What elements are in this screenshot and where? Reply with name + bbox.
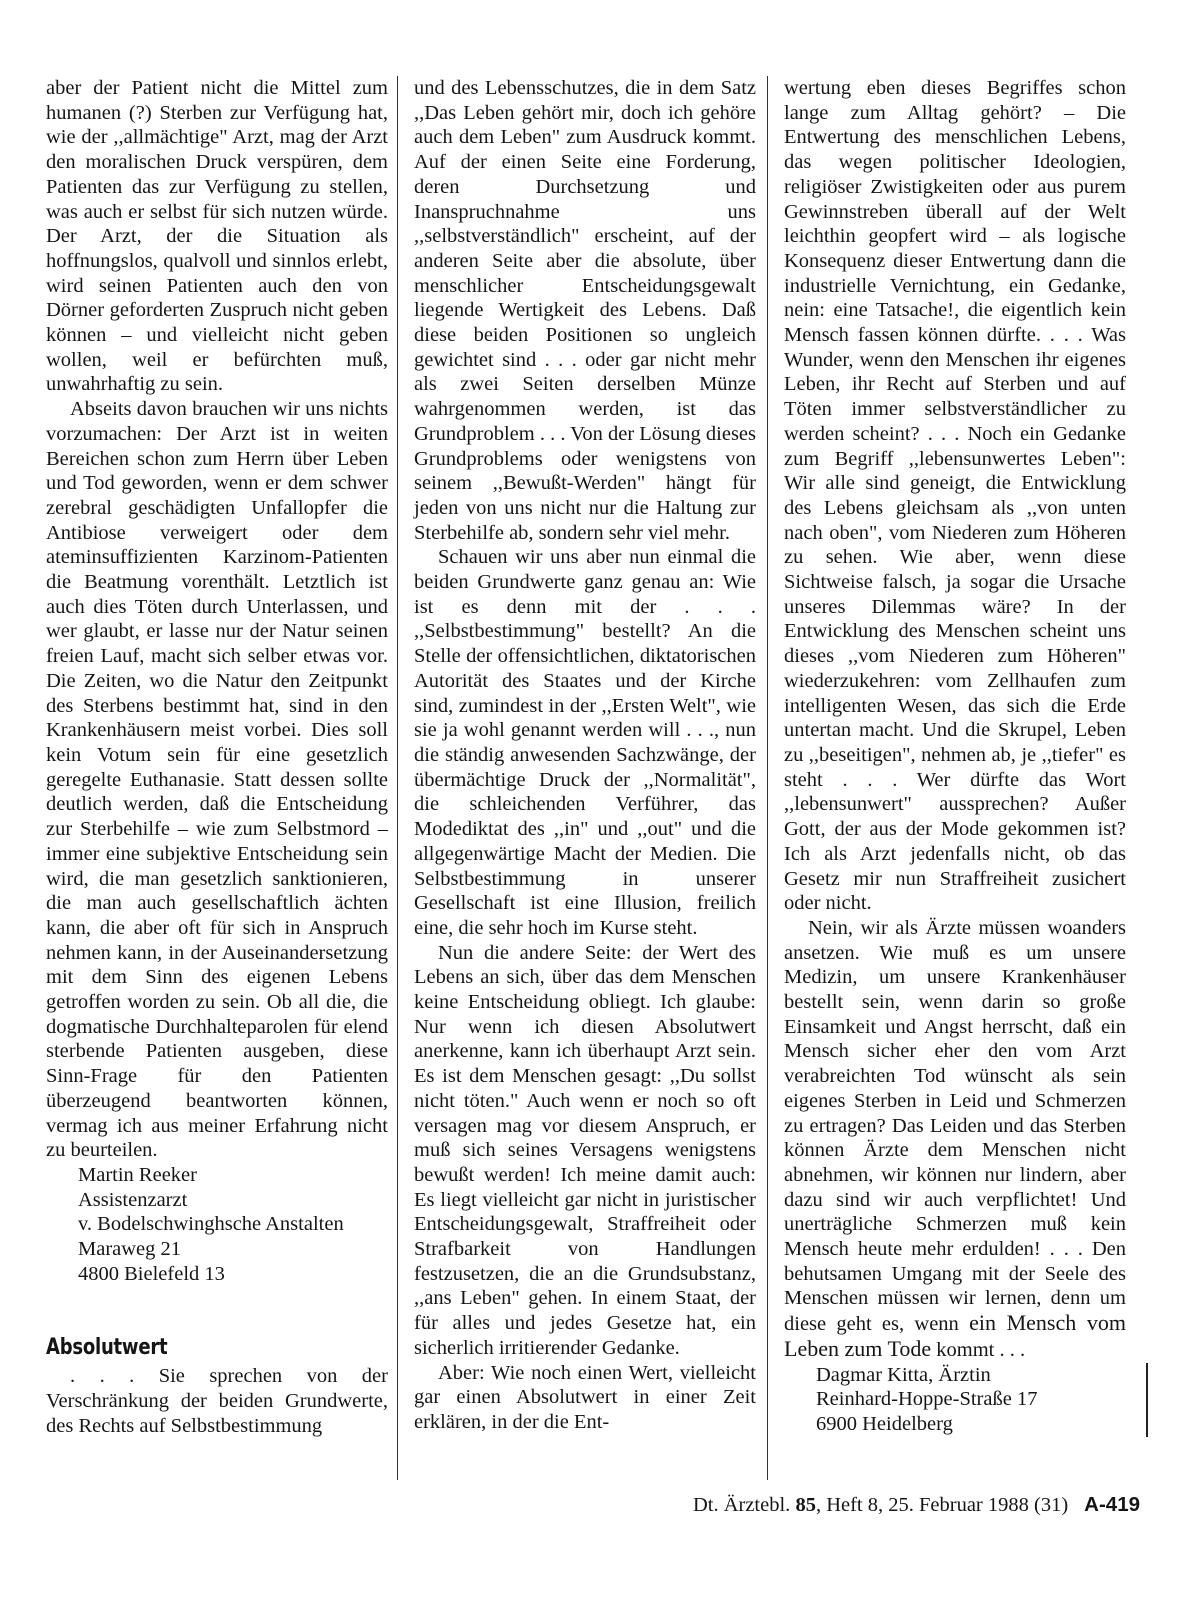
page-number: A-419: [1084, 1493, 1140, 1516]
text-column-1: [46, 76, 388, 1439]
margin-mark: [1146, 1363, 1148, 1437]
journal-volume: 85: [795, 1494, 816, 1516]
signature-name: Martin Reeker: [78, 1163, 197, 1186]
column-divider: [767, 76, 768, 1480]
paragraph: [784, 916, 1126, 1363]
page-footer: [600, 1492, 1140, 1518]
paragraph-text: Nein, wir als Ärzte müssen woanders ansetzen. Wie muß es um unsere Medizin, um unsere Krankenhäuser bestellt sein, wenn darin so große Einsamkeit und Angst herrscht, daß ein Mensch sicher eher den vom Arzt verabreichten Tod wünscht als sein eigenes Sterben in Leid und Schmerzen zu ertragen? Das Leiden und das Sterben können Ärzte dem Menschen nicht abnehmen, wir können nur lindern, aber dazu sind wir auch verpflichtet! Und unerträgliche Schmerzen muß kein Mensch heute mehr erdulden! . . . Den behutsamen Umgang mit der Seele des Menschen müssen wir lernen, denn um diese geht es, wenn: [784, 916, 1126, 1336]
paragraph-text: kommt . . .: [936, 1338, 1026, 1361]
paragraph: Schauen wir uns aber nun einmal die beiden Grundwerte ganz genau an: Wie ist es denn mit der . . . ,,Selbstbestimmung" bestellt? An die Stelle der offensichtlichen, diktatorischen Autorität des Staates und der Kirche sind, zumindest in der ,,Ersten Welt", wie sie ja wohl genannt werden will . . ., nun die ständig anwesenden Sachzwänge, der übermächtige Druck der ,,Normalität", die schleichenden Verführer, das Modediktat des ,,in" und ,,out" und die allgegenwärtige Macht der Medien. Die Selbstbestimmung in unserer Gesellschaft ist eine Illusion, freilich eine, die sehr hoch im Kurse steht.: [414, 546, 756, 939]
paragraph: und des Lebensschutzes, die in dem Satz ,,Das Leben gehört mir, doch ich gehöre auch dem Leben" zum Ausdruck kommt. Auf der einen Seite eine Forderung, deren Durchsetzung und Inanspruchnahme uns ,,selbstverständlich" erscheint, auf der anderen Seite aber die absolute, über menschlicher Entscheidungsgewalt liegende Wertigkeit des Lebens. Daß diese beiden Positionen so ungleich gewichtet sind . . . oder gar nicht mehr als zwei Seiten derselben Münze wahrgenommen werden, ist das Grundproblem . . . Von der Lösung dieses Grundproblems oder wenigstens von seinem ,,Bewußt-Werden" hängt für jeden von uns nicht nur die Haltung zur Sterbehilfe ab, sondern sehr viel mehr.: [414, 77, 757, 544]
column-divider: [397, 76, 398, 1480]
section-heading: Absolutwert: [46, 1335, 168, 1361]
letter-signature-reeker: [78, 1163, 388, 1287]
paragraph: . . . Sie sprechen von der Verschränkung der beiden Grundwerte, des Rechts auf Selbstbestimmung: [46, 1365, 388, 1437]
paragraph-text-emphasis: ein Mensch vom Leben zum Tode: [784, 1310, 1126, 1361]
paragraph: aber der Patient nicht die Mittel zum humanen (?) Sterben zur Verfügung hat, wie der ,,allmächtige" Arzt, mag der Arzt den moralischen Druck verspüren, dem Patienten das zur Verfügung zu stellen, was auch er selbst für sich nutzen würde. Der Arzt, der die Situation als hoffnungslos, qualvoll und sinnlos erlebt, wird seinen Patienten auch den von Dörner geforderten Zuspruch nicht geben können – und vielleicht nicht geben wollen, weil er befürchten muß, unwahrhaftig zu sein.: [46, 77, 388, 396]
signature-title: Assistenzarzt: [78, 1188, 188, 1211]
signature-city: 6900 Heidelberg: [816, 1412, 953, 1435]
journal-issue: , Heft 8, 25. Februar 1988 (31): [815, 1494, 1069, 1516]
signature-city: 4800 Bielefeld 13: [78, 1262, 225, 1285]
signature-street: Maraweg 21: [78, 1238, 182, 1261]
paragraph: Abseits davon brauchen wir uns nichts vorzumachen: Der Arzt ist in weiten Bereichen schon zum Herrn über Leben und Tod geworden, wenn er dem schwer zerebral geschädigten Unfallopfer die Antibiose verweigert oder dem ateminsuffizienten Karzinom-Patienten die Beatmung vorenthält. Letztlich ist auch dies Töten durch Unterlassen, und wer glaubt, er lasse nur der Natur seinen freien Lauf, macht sich selber etwas vor. Die Zeiten, wo die Natur den Zeitpunkt des Sterbens bestimmt hat, sind in den Krankenhäusern meist vorbei. Dies soll kein Votum sein für eine gesetzlich geregelte Euthanasie. Statt dessen sollte deutlich werden, daß die Entscheidung zur Sterbehilfe – wie zum Selbstmord – immer eine subjektive Entscheidung sein wird, die man gesetzlich sanktionieren, die man auch gesellschaftlich ächten kann, die aber oft für sich in Anspruch nehmen kann, in der Auseinandersetzung mit dem Sinn des eigenen Lebens getroffen worden zu sein. Ob all die, die dogmatische Durchhalteparolen für elend sterbende Patienten ausgeben, diese Sinn-Frage für den Patienten überzeugend beantworten können, vermag ich aus meiner Erfahrung nicht zu beurteilen.: [46, 398, 388, 1162]
paragraph: Nun die andere Seite: der Wert des Lebens an sich, über das dem Menschen keine Entscheidung obliegt. Ich glaube: Nur wenn ich diesen Absolutwert anerkenne, kann ich überhaupt Arzt sein. Es ist dem Menschen gesagt: ,,Du sollst nicht töten." Auch wenn er noch so oft versagen mag vor diesem Anspruch, er muß sich seines Versagens wenigstens bewußt werden! Ich meine damit auch: Es liegt vielleicht gar nicht in juristischer Entscheidungsgewalt, Straffreiheit oder Strafbarkeit von Handlungen festzusetzen, die an die Grundsubstanz, ,,ans Leben" gehen. In einem Staat, der für alles und jedes Gesetze hat, ein sicherlich irritierender Gedanke.: [414, 941, 756, 1359]
journal-name: Dt. Ärztebl.: [692, 1494, 791, 1516]
signature-street: Reinhard-Hoppe-Straße 17: [816, 1388, 1038, 1411]
paragraph: Aber: Wie noch einen Wert, vielleicht gar einen Absolutwert in einer Zeit erklären, in der die Ent-: [414, 1361, 756, 1433]
text-column-3: [784, 76, 1126, 1437]
letter-signature-kitta: [816, 1363, 1126, 1437]
signature-name: Dagmar Kitta, Ärztin: [816, 1363, 991, 1386]
signature-institution: v. Bodelschwinghsche Anstalten: [78, 1213, 344, 1236]
paragraph: wertung eben dieses Begriffes schon lange zum Alltag gehört? – Die Entwertung des menschlichen Lebens, das wegen politischer Ideologien, religiöser Zwistigkeiten oder aus purem Gewinnstreben überall auf der Welt leichthin geopfert wird – als logische Konsequenz dieser Entwertung dann die industrielle Vernichtung, ein Gedanke, nein: eine Tatsache!, die eigentlich kein Mensch fassen können dürfte. . . . Was Wunder, wenn den Menschen ihr eigenes Leben, ihr Recht auf Sterben und auf Töten immer selbstverständlicher zu werden scheint? . . . Noch ein Gedanke zum Begriff ,,lebensunwertes Leben": Wir alle sind geneigt, die Entwicklung des Lebens gleichsam als ,,von unten nach oben", vom Niederen zum Höheren zu sehen. Wie aber, wenn diese Sichtweise falsch, ja sogar die Ursache unseres Dilemmas wäre? In der Entwicklung des Menschen scheint uns dieses ,,vom Niederen zum Höheren" wiederzukehren: vom Zellhaufen zum intelligenten Wesen, das sich die Erde untertan macht. Und die Skrupel, Leben zu ,,beseitigen", nehmen ab, je ,,tiefer" es steht . . . Wer dürfte das Wort ,,lebensunwert" aussprechen? Außer Gott, der aus der Mode gekommen ist? Ich als Arzt jedenfalls nicht, ob das Gesetz mir nun Straffreiheit zusichert oder nicht.: [784, 77, 1126, 915]
text-column-2: [414, 76, 756, 1435]
